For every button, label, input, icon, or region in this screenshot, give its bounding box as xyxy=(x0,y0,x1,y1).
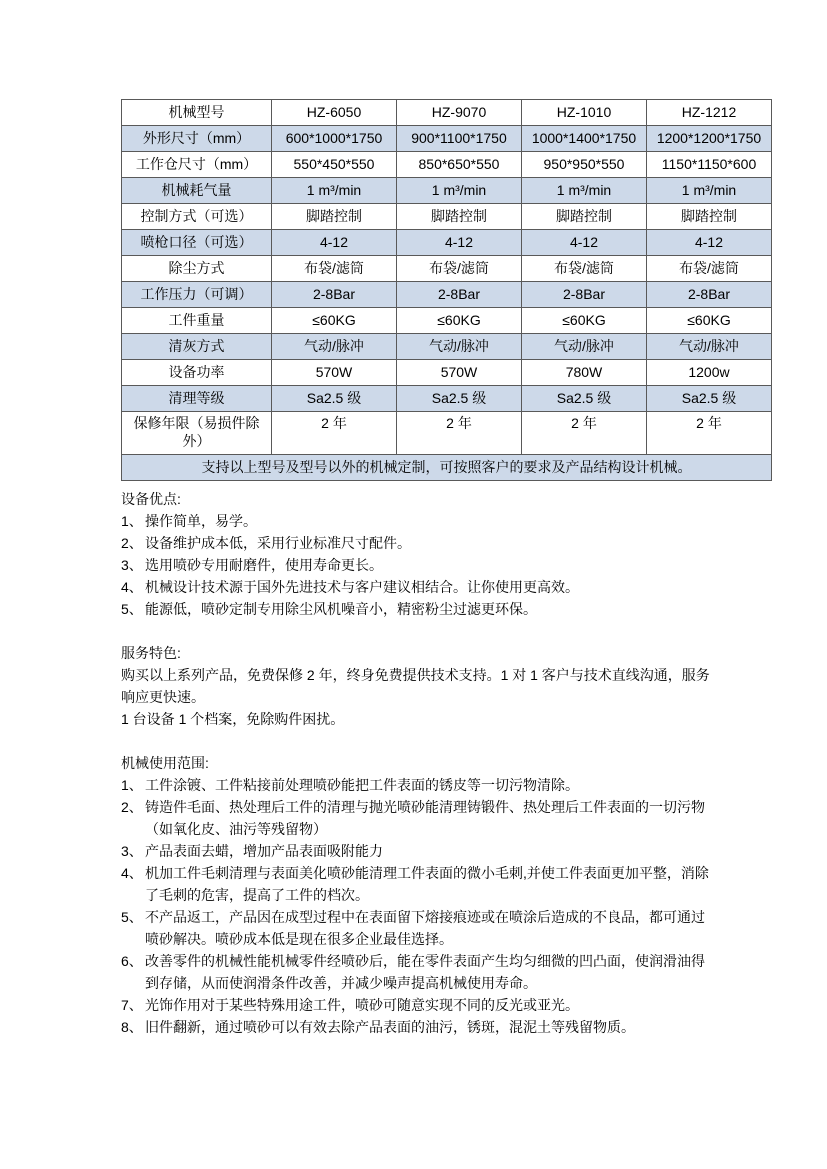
spec-value-cell: 布袋/滤筒 xyxy=(522,256,647,282)
spec-row xyxy=(122,334,772,360)
spec-value-cell: 布袋/滤筒 xyxy=(647,256,772,282)
list-item-number: 8、 xyxy=(121,1019,143,1035)
row-label-cell: 清理等级 xyxy=(122,386,272,412)
list-item-text: 光饰作用对于某些特殊用途工件，喷砂可随意实现不同的反光或亚光。 xyxy=(145,997,579,1013)
spec-value-cell: 2-8Bar xyxy=(272,282,397,308)
text-section xyxy=(121,752,713,1038)
table-header-row xyxy=(122,100,772,126)
list-item xyxy=(121,510,713,532)
list-item xyxy=(121,950,713,994)
row-label-cell: 外形尺寸（mm） xyxy=(122,126,272,152)
spec-row xyxy=(122,230,772,256)
row-label-cell: 清灰方式 xyxy=(122,334,272,360)
body-text xyxy=(121,488,713,1038)
spec-value-cell: 550*450*550 xyxy=(272,152,397,178)
list-item-text: 工件涂镀、工件粘接前处理喷砂能把工件表面的锈皮等一切污物清除。 xyxy=(145,777,579,793)
spec-value-cell: ≤60KG xyxy=(522,308,647,334)
paragraph: 购买以上系列产品，免费保修 2 年，终身免费提供技术支持。1 对 1 客户与技术直线沟通，服务响应更快速。 xyxy=(121,667,710,705)
spec-value-cell: 布袋/滤筒 xyxy=(397,256,522,282)
list-item xyxy=(121,576,713,598)
spec-row xyxy=(122,152,772,178)
list-item xyxy=(121,796,713,840)
model-name-cell: HZ-9070 xyxy=(397,100,522,126)
list-item-text: 设备维护成本低，采用行业标准尺寸配件。 xyxy=(145,535,411,551)
spec-value-cell: 1150*1150*600 xyxy=(647,152,772,178)
paragraph: 1 台设备 1 个档案，免除购件困扰。 xyxy=(121,711,345,727)
spec-value-cell: 1000*1400*1750 xyxy=(522,126,647,152)
spec-value-cell: 4-12 xyxy=(647,230,772,256)
spec-value-cell: 2 年 xyxy=(397,412,522,455)
list-item xyxy=(121,598,713,620)
row-label-cell: 控制方式（可选） xyxy=(122,204,272,230)
spec-value-cell: 2-8Bar xyxy=(647,282,772,308)
list-item xyxy=(121,862,713,906)
spec-value-cell: 1 m³/min xyxy=(397,178,522,204)
spec-value-cell: 2 年 xyxy=(647,412,772,455)
list-item xyxy=(121,774,713,796)
custom-note-cell: 支持以上型号及型号以外的机械定制，可按照客户的要求及产品结构设计机械。 xyxy=(122,455,772,481)
spec-value-cell: 气动/脉冲 xyxy=(647,334,772,360)
list-item-text: 不产品返工，产品因在成型过程中在表面留下熔接痕迹或在喷涂后造成的不良品，都可通过喷砂解决。喷砂成本低是现在很多企业最佳选择。 xyxy=(145,909,705,947)
list-item xyxy=(121,554,713,576)
list-item-number: 7、 xyxy=(121,997,143,1013)
row-label-cell: 除尘方式 xyxy=(122,256,272,282)
list-item xyxy=(121,840,713,862)
spec-value-cell: 布袋/滤筒 xyxy=(272,256,397,282)
spec-value-cell: 脚踏控制 xyxy=(522,204,647,230)
spec-row xyxy=(122,126,772,152)
list-item-number: 4、 xyxy=(121,865,143,881)
spec-value-cell: ≤60KG xyxy=(647,308,772,334)
spec-value-cell: 1 m³/min xyxy=(272,178,397,204)
spec-value-cell: 1 m³/min xyxy=(522,178,647,204)
section-title: 服务特色: xyxy=(121,645,181,661)
spec-row xyxy=(122,256,772,282)
spec-value-cell: 2 年 xyxy=(522,412,647,455)
spec-value-cell: 1 m³/min xyxy=(647,178,772,204)
spec-value-cell: Sa2.5 级 xyxy=(397,386,522,412)
list-item-text: 操作简单，易学。 xyxy=(145,513,257,529)
list-item-number: 6、 xyxy=(121,953,143,969)
section-title: 机械使用范围: xyxy=(121,755,209,771)
spec-row xyxy=(122,282,772,308)
spec-value-cell: ≤60KG xyxy=(397,308,522,334)
section-title: 设备优点: xyxy=(121,491,181,507)
list-item-number: 1、 xyxy=(121,777,143,793)
custom-note-row xyxy=(122,455,772,481)
list-item-number: 1、 xyxy=(121,513,143,529)
spec-value-cell: Sa2.5 级 xyxy=(647,386,772,412)
spec-row xyxy=(122,178,772,204)
spec-value-cell: 1200w xyxy=(647,360,772,386)
spec-value-cell: 780W xyxy=(522,360,647,386)
spec-value-cell: 脚踏控制 xyxy=(397,204,522,230)
spec-value-cell: 4-12 xyxy=(522,230,647,256)
header-label-cell: 机械型号 xyxy=(122,100,272,126)
spec-value-cell: 900*1100*1750 xyxy=(397,126,522,152)
spec-value-cell: 4-12 xyxy=(272,230,397,256)
spec-row xyxy=(122,360,772,386)
list-item-text: 铸造件毛面、热处理后工件的清理与抛光喷砂能清理铸锻件、热处理后工件表面的一切污物（如氧化皮、油污等残留物） xyxy=(145,799,705,837)
spec-row xyxy=(122,386,772,412)
spec-table xyxy=(121,99,772,481)
list-item-text: 机加工件毛刺清理与表面美化喷砂能清理工件表面的微小毛刺,并使工件表面更加平整，消除了毛刺的危害，提高了工件的档次。 xyxy=(145,865,709,903)
list-item xyxy=(121,906,713,950)
spec-value-cell: 气动/脉冲 xyxy=(522,334,647,360)
list-item-number: 2、 xyxy=(121,535,143,551)
model-name-cell: HZ-1212 xyxy=(647,100,772,126)
spec-value-cell: 4-12 xyxy=(397,230,522,256)
list-item-text: 产品表面去蜡，增加产品表面吸附能力 xyxy=(145,843,383,859)
spec-value-cell: 2-8Bar xyxy=(522,282,647,308)
list-item xyxy=(121,1016,713,1038)
spec-value-cell: 2-8Bar xyxy=(397,282,522,308)
list-item xyxy=(121,994,713,1016)
spec-value-cell: 气动/脉冲 xyxy=(272,334,397,360)
spec-value-cell: 脚踏控制 xyxy=(647,204,772,230)
row-label-cell: 设备功率 xyxy=(122,360,272,386)
list-item-text: 机械设计技术源于国外先进技术与客户建议相结合。让你使用更高效。 xyxy=(145,579,579,595)
list-item-number: 4、 xyxy=(121,579,143,595)
spec-value-cell: 气动/脉冲 xyxy=(397,334,522,360)
row-label-cell: 工作压力（可调） xyxy=(122,282,272,308)
list-item xyxy=(121,532,713,554)
list-item-number: 3、 xyxy=(121,557,143,573)
spec-row xyxy=(122,204,772,230)
spec-value-cell: 脚踏控制 xyxy=(272,204,397,230)
spec-value-cell: 570W xyxy=(272,360,397,386)
list-item-text: 选用喷砂专用耐磨件，使用寿命更长。 xyxy=(145,557,383,573)
model-name-cell: HZ-1010 xyxy=(522,100,647,126)
list-item-number: 3、 xyxy=(121,843,143,859)
list-item-number: 2、 xyxy=(121,799,143,815)
row-label-cell: 喷枪口径（可选） xyxy=(122,230,272,256)
model-name-cell: HZ-6050 xyxy=(272,100,397,126)
row-label-cell: 工作仓尺寸（mm） xyxy=(122,152,272,178)
list-item-text: 改善零件的机械性能机械零件经喷砂后，能在零件表面产生均匀细微的凹凸面，使润滑油得到存储，从而使润滑条件改善，并减少噪声提高机械使用寿命。 xyxy=(145,953,705,991)
spec-value-cell: Sa2.5 级 xyxy=(272,386,397,412)
spec-value-cell: Sa2.5 级 xyxy=(522,386,647,412)
list-item-number: 5、 xyxy=(121,909,143,925)
spec-value-cell: ≤60KG xyxy=(272,308,397,334)
list-item-number: 5、 xyxy=(121,601,143,617)
spec-value-cell: 850*650*550 xyxy=(397,152,522,178)
list-item-text: 能源低，喷砂定制专用除尘风机噪音小，精密粉尘过滤更环保。 xyxy=(145,601,537,617)
row-label-cell: 工件重量 xyxy=(122,308,272,334)
row-label-cell: 保修年限（易损件除外） xyxy=(122,412,272,455)
spec-row xyxy=(122,412,772,455)
spec-value-cell: 2 年 xyxy=(272,412,397,455)
list-item-text: 旧件翻新，通过喷砂可以有效去除产品表面的油污，锈斑，混泥土等残留物质。 xyxy=(145,1019,635,1035)
spec-value-cell: 570W xyxy=(397,360,522,386)
row-label-cell: 机械耗气量 xyxy=(122,178,272,204)
text-section xyxy=(121,488,713,620)
text-section xyxy=(121,642,713,730)
spec-value-cell: 950*950*550 xyxy=(522,152,647,178)
spec-value-cell: 600*1000*1750 xyxy=(272,126,397,152)
spec-value-cell: 1200*1200*1750 xyxy=(647,126,772,152)
spec-row xyxy=(122,308,772,334)
